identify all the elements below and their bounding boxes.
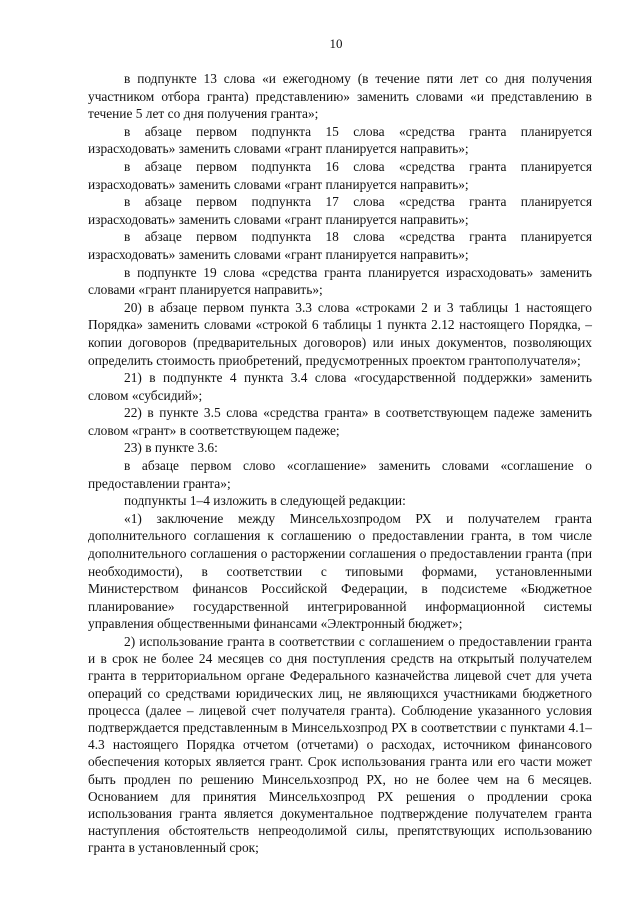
paragraph-subitem-15: в абзаце первом подпункта 15 слова «средства гранта планируется израсходовать» заменить словами «грант планируется направить»; (88, 123, 592, 157)
document-body (88, 70, 592, 857)
paragraph-subitem-16: в абзаце первом подпункта 16 слова «средства гранта планируется израсходовать» заменить словами «грант планируется направить»; (88, 158, 592, 192)
paragraph-subitem-17: в абзаце первом подпункта 17 слова «средства гранта планируется израсходовать» заменить словами «грант планируется направить»; (88, 194, 592, 227)
paragraph-subitem-13: в подпункте 13 слова «и ежегодному (в течение пяти лет со дня получения участником отбора гранта) представлению» заменить словами «и представлению в течение 5 лет со дня получения гранта»; (88, 71, 592, 122)
paragraph-item-22: 22) в пункте 3.5 слова «средства гранта» в соответствующем падеже заменить словом «грант» в соответствующем падеже; (88, 405, 592, 438)
paragraph-item-21: 21) в подпункте 4 пункта 3.4 слова «государственной поддержки» заменить словом «субсидий»; (88, 370, 592, 403)
paragraph-item-23: 23) в пункте 3.6: (124, 440, 218, 456)
paragraph-new-subitem-2: 2) использование гранта в соответствии с соглашением о предоставлении гранта и в срок не более 24 месяцев со дня поступления средств на открытый получателем гранта в территориальном органе Федерального казначейства лицевой счет для учета операций со средствами юридических лиц, не являющихся участниками бюджетного процесса (далее – лицевой счет получателя гранта). Соблюдение указанного условия подтверждается представленным в Минсельхозпрод РХ в соответствии с пунктами 4.1–4.3 настоящего Порядка отчетом (отчетами) о расходах, источником финансового обеспечения которых является грант. Срок использования гранта или его части может быть продлен по решению Минсельхозпрод РХ, но не более чем на 6 месяцев. Основанием для принятия Минсельхозпрод РХ решения о продлении срока использования гранта является документальное подтверждение получателем гранта наступления обстоятельств непреодолимой силы, препятствующих использованию гранта в установленный срок; (88, 634, 592, 856)
paragraph-item-20: 20) в абзаце первом пункта 3.3 слова «строками 2 и 3 таблицы 1 настоящего Порядка» заменить словами «строкой 6 таблицы 1 пункта 2.12 настоящего Порядка, – копии договоров (предварительных договоров) или иных документов, позволяющих определить стоимость приобретений, предусмотренных проектом грантополучателя»; (88, 299, 592, 368)
paragraph-new-subitem-1: «1) заключение между Минсельхозпродом РХ и получателем гранта дополнительного соглашения к соглашению о предоставлении гранта, в том числе дополнительного соглашения о расторжении соглашения о предоставлении гранта (при необходимости), в соответствии с типовыми формами, установленными Министерством финансов Российской Федерации, в подсистеме «Бюджетное планирование» государственной интегрированной информационной системы управления общественными финансами «Электронный бюджет»; (88, 510, 592, 632)
paragraph-subitem-18: в абзаце первом подпункта 18 слова «средства гранта планируется израсходовать» заменить словами «грант планируется направить»; (88, 229, 592, 262)
page-number: 10 (329, 36, 343, 51)
paragraph-first-abzac: в абзаце первом слово «соглашение» заменить словами «соглашение о предоставлении гранта»; (88, 458, 592, 491)
paragraph-subitems-1-4: подпункты 1–4 изложить в следующей редакции: (124, 493, 406, 509)
paragraph-subitem-19: в подпункте 19 слова «средства гранта планируется израсходовать» заменить словами «грант планируется направить»; (88, 264, 592, 298)
